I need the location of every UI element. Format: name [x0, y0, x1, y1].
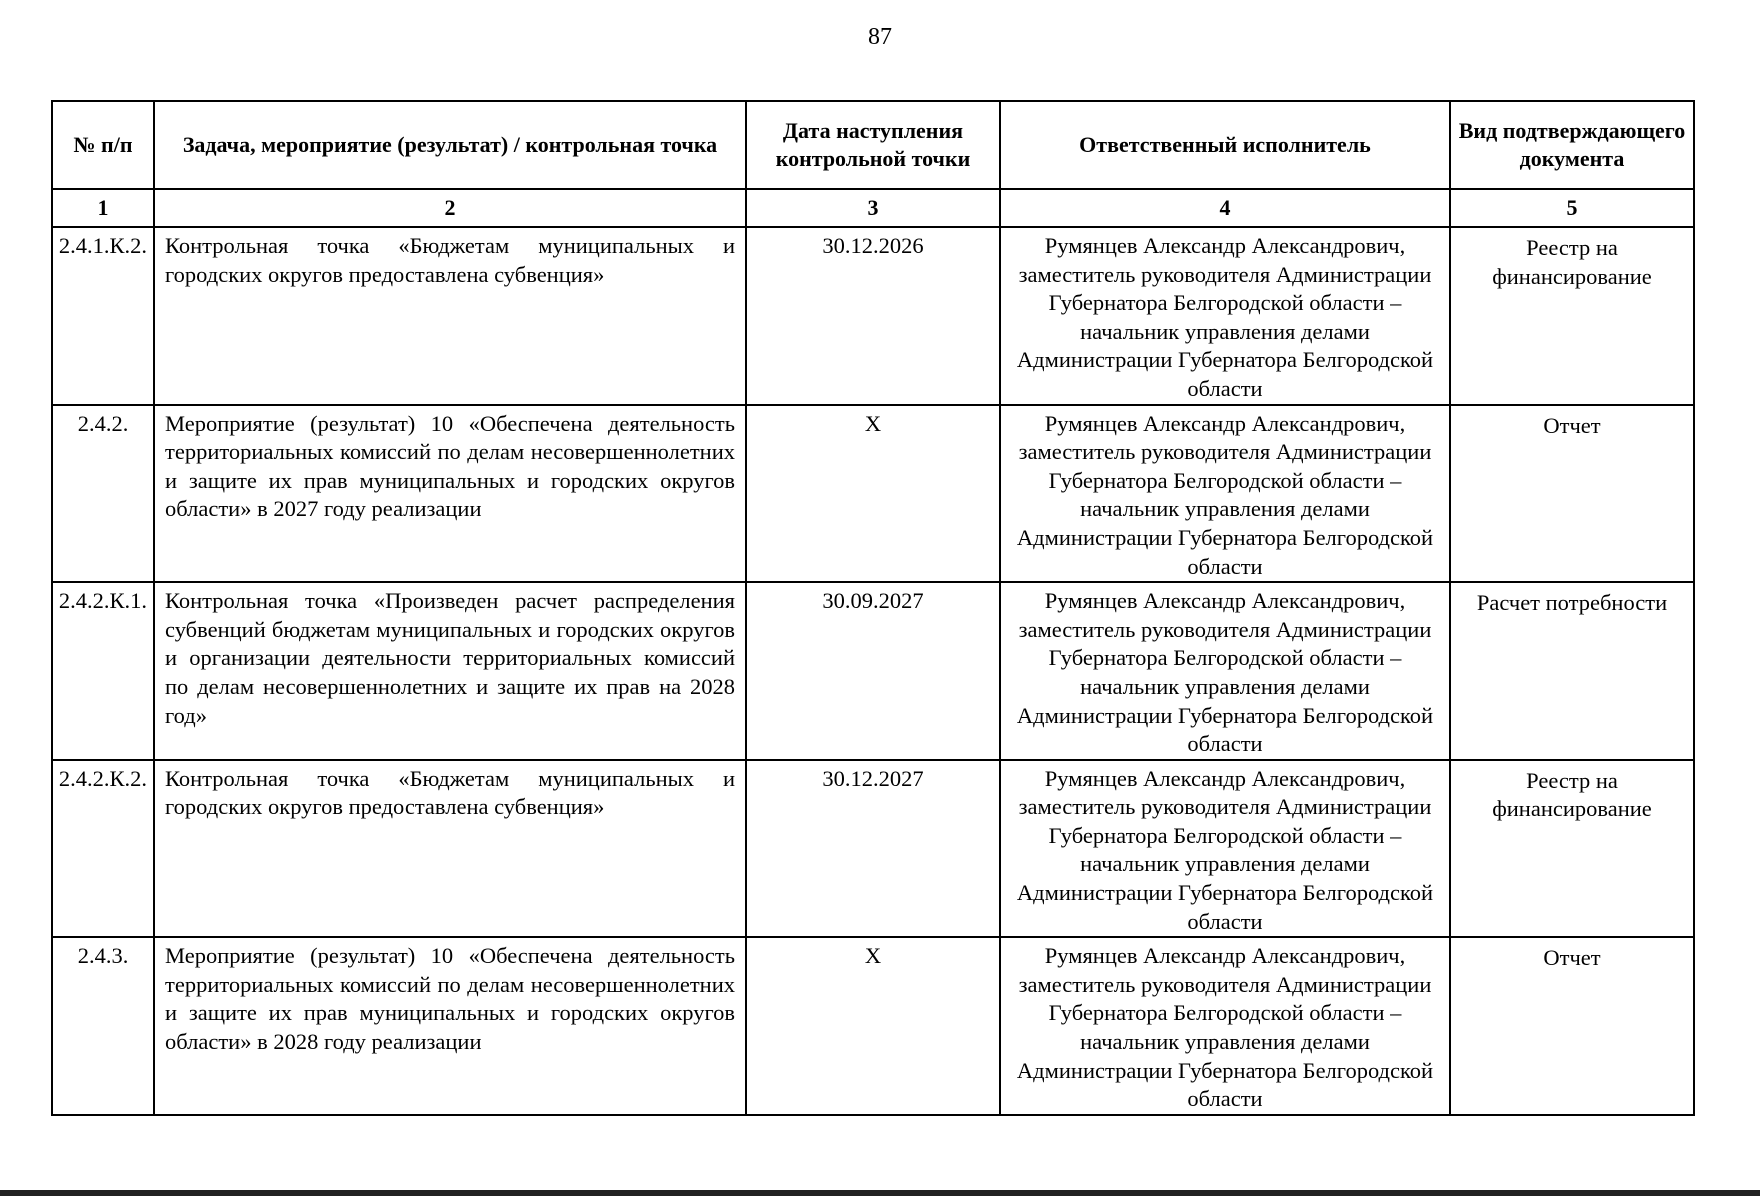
row-document: Реестр на финансирование: [1450, 227, 1694, 405]
table-row: [52, 760, 1694, 938]
row-document: Расчет потребности: [1450, 582, 1694, 760]
row-document: Реестр на финансирование: [1450, 760, 1694, 938]
table-row: [52, 227, 1694, 405]
row-responsible: Румянцев Александр Александрович, заместитель руководителя Администрации Губернатора Белгородской области – начальник управления делами Администрации Губернатора Белгородской области: [1000, 405, 1450, 583]
scan-edge-divider: [0, 1190, 1760, 1196]
row-task: Мероприятие (результат) 10 «Обеспечена деятельность территориальных комиссий по делам несовершеннолетних и защите их прав муниципальных и городских округов области» в 2027 году реализации: [154, 405, 746, 583]
row-document: Отчет: [1450, 937, 1694, 1115]
row-responsible: Румянцев Александр Александрович, заместитель руководителя Администрации Губернатора Белгородской области – начальник управления делами Администрации Губернатора Белгородской области: [1000, 937, 1450, 1115]
row-document: Отчет: [1450, 405, 1694, 583]
header-number: № п/п: [52, 101, 154, 189]
row-responsible: Румянцев Александр Александрович, заместитель руководителя Администрации Губернатора Белгородской области – начальник управления делами Администрации Губернатора Белгородской области: [1000, 227, 1450, 405]
header-document: Вид подтверждающего документа: [1450, 101, 1694, 189]
row-responsible: Румянцев Александр Александрович, заместитель руководителя Администрации Губернатора Белгородской области – начальник управления делами Администрации Губернатора Белгородской области: [1000, 582, 1450, 760]
row-number: 2.4.3.: [52, 937, 154, 1115]
row-number: 2.4.2.: [52, 405, 154, 583]
row-number: 2.4.2.К.1.: [52, 582, 154, 760]
column-number: 2: [154, 189, 746, 227]
table-row: [52, 937, 1694, 1115]
row-number: 2.4.2.К.2.: [52, 760, 154, 938]
table-header-row: [52, 101, 1694, 189]
page-number: 87: [868, 24, 892, 50]
row-date: 30.12.2026: [746, 227, 1000, 405]
row-date: X: [746, 405, 1000, 583]
row-task: Мероприятие (результат) 10 «Обеспечена деятельность территориальных комиссий по делам несовершеннолетних и защите их прав муниципальных и городских округов области» в 2028 году реализации: [154, 937, 746, 1115]
row-date: 30.12.2027: [746, 760, 1000, 938]
header-responsible: Ответственный исполнитель: [1000, 101, 1450, 189]
row-number: 2.4.1.К.2.: [52, 227, 154, 405]
column-number-row: [52, 189, 1694, 227]
column-number: 3: [746, 189, 1000, 227]
row-task: Контрольная точка «Бюджетам муниципальных и городских округов предоставлена субвенция»: [154, 760, 746, 938]
row-date: X: [746, 937, 1000, 1115]
row-date: 30.09.2027: [746, 582, 1000, 760]
row-task: Контрольная точка «Произведен расчет распределения субвенций бюджетам муниципальных и городских округов и организации деятельности территориальных комиссий по делам несовершеннолетних и защите их прав на 2028 год»: [154, 582, 746, 760]
table-row: [52, 582, 1694, 760]
header-date: Дата наступления контрольной точки: [746, 101, 1000, 189]
column-number: 4: [1000, 189, 1450, 227]
column-number: 5: [1450, 189, 1694, 227]
column-number: 1: [52, 189, 154, 227]
row-responsible: Румянцев Александр Александрович, заместитель руководителя Администрации Губернатора Белгородской области – начальник управления делами Администрации Губернатора Белгородской области: [1000, 760, 1450, 938]
header-task: Задача, мероприятие (результат) / контрольная точка: [154, 101, 746, 189]
control-points-table: [51, 100, 1695, 1116]
table-row: [52, 405, 1694, 583]
row-task: Контрольная точка «Бюджетам муниципальных и городских округов предоставлена субвенция»: [154, 227, 746, 405]
